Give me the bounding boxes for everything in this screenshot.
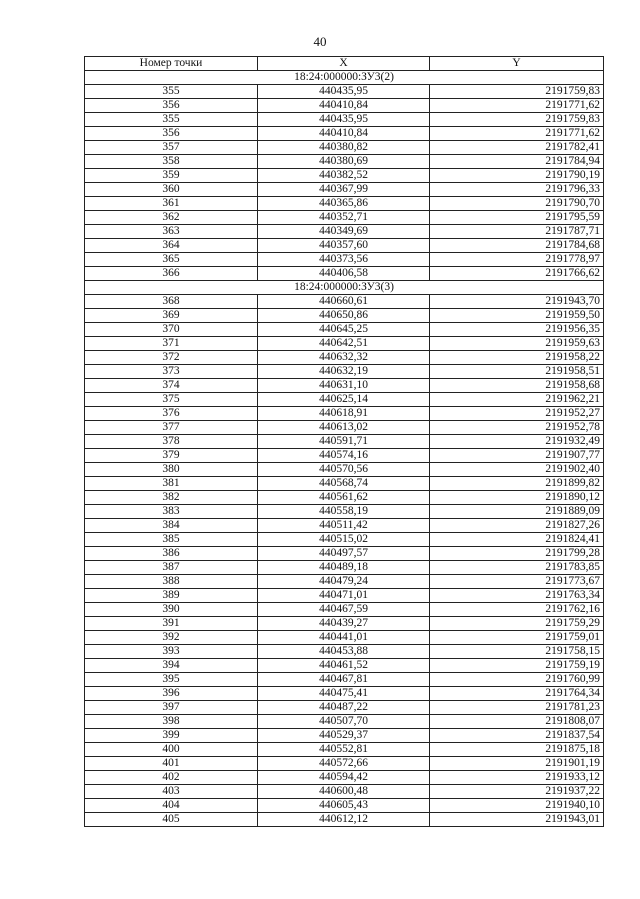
- point-number-cell: 356: [85, 127, 258, 141]
- y-cell: 2191958,51: [430, 365, 604, 379]
- x-cell: 440352,71: [258, 211, 430, 225]
- point-number-cell: 393: [85, 645, 258, 659]
- x-cell: 440618,91: [258, 407, 430, 421]
- point-number-cell: 387: [85, 561, 258, 575]
- x-cell: 440367,99: [258, 183, 430, 197]
- table-row: [85, 449, 604, 463]
- section-title: 18:24:000000:ЗУ3(3): [85, 281, 604, 295]
- x-cell: 440380,82: [258, 141, 430, 155]
- point-number-cell: 400: [85, 743, 258, 757]
- point-number-cell: 398: [85, 715, 258, 729]
- y-cell: 2191781,23: [430, 701, 604, 715]
- table-row: [85, 533, 604, 547]
- point-number-cell: 382: [85, 491, 258, 505]
- y-cell: 2191759,29: [430, 617, 604, 631]
- y-cell: 2191940,10: [430, 799, 604, 813]
- point-number-cell: 371: [85, 337, 258, 351]
- x-cell: 440435,95: [258, 113, 430, 127]
- y-cell: 2191784,94: [430, 155, 604, 169]
- table-row: [85, 393, 604, 407]
- y-cell: 2191783,85: [430, 561, 604, 575]
- x-cell: 440645,25: [258, 323, 430, 337]
- y-cell: 2191956,35: [430, 323, 604, 337]
- table-row: [85, 491, 604, 505]
- point-number-cell: 361: [85, 197, 258, 211]
- table-row: [85, 99, 604, 113]
- point-number-cell: 405: [85, 813, 258, 827]
- table-row: [85, 673, 604, 687]
- point-number-cell: 385: [85, 533, 258, 547]
- point-number-cell: 366: [85, 267, 258, 281]
- section-row: [85, 281, 604, 295]
- section-row: [85, 71, 604, 85]
- point-number-cell: 402: [85, 771, 258, 785]
- table-row: [85, 589, 604, 603]
- point-number-cell: 381: [85, 477, 258, 491]
- point-number-cell: 401: [85, 757, 258, 771]
- y-cell: 2191762,16: [430, 603, 604, 617]
- point-number-cell: 390: [85, 603, 258, 617]
- x-cell: 440642,51: [258, 337, 430, 351]
- x-cell: 440439,27: [258, 617, 430, 631]
- x-cell: 440511,42: [258, 519, 430, 533]
- point-number-cell: 358: [85, 155, 258, 169]
- x-cell: 440570,56: [258, 463, 430, 477]
- table-row: [85, 169, 604, 183]
- page-number: 40: [313, 34, 327, 49]
- table-row: [85, 799, 604, 813]
- x-cell: 440467,81: [258, 673, 430, 687]
- header-y: Y: [430, 57, 604, 71]
- point-number-cell: 378: [85, 435, 258, 449]
- table-row: [85, 239, 604, 253]
- y-cell: 2191899,82: [430, 477, 604, 491]
- table-row: [85, 463, 604, 477]
- y-cell: 2191933,12: [430, 771, 604, 785]
- x-cell: 440489,18: [258, 561, 430, 575]
- table-body: [85, 71, 604, 827]
- y-cell: 2191790,70: [430, 197, 604, 211]
- table-row: [85, 659, 604, 673]
- x-cell: 440382,52: [258, 169, 430, 183]
- y-cell: 2191962,21: [430, 393, 604, 407]
- x-cell: 440515,02: [258, 533, 430, 547]
- point-number-cell: 360: [85, 183, 258, 197]
- x-cell: 440600,48: [258, 785, 430, 799]
- point-number-cell: 396: [85, 687, 258, 701]
- x-cell: 440552,81: [258, 743, 430, 757]
- table-row: [85, 743, 604, 757]
- y-cell: 2191760,99: [430, 673, 604, 687]
- y-cell: 2191958,68: [430, 379, 604, 393]
- x-cell: 440594,42: [258, 771, 430, 785]
- y-cell: 2191787,71: [430, 225, 604, 239]
- y-cell: 2191889,09: [430, 505, 604, 519]
- x-cell: 440558,19: [258, 505, 430, 519]
- point-number-cell: 375: [85, 393, 258, 407]
- point-number-cell: 388: [85, 575, 258, 589]
- point-number-cell: 384: [85, 519, 258, 533]
- x-cell: 440572,66: [258, 757, 430, 771]
- x-cell: 440435,95: [258, 85, 430, 99]
- point-number-cell: 359: [85, 169, 258, 183]
- point-number-cell: 404: [85, 799, 258, 813]
- table-row: [85, 519, 604, 533]
- y-cell: 2191795,59: [430, 211, 604, 225]
- y-cell: 2191808,07: [430, 715, 604, 729]
- point-number-cell: 379: [85, 449, 258, 463]
- y-cell: 2191952,27: [430, 407, 604, 421]
- x-cell: 440613,02: [258, 421, 430, 435]
- point-number-cell: 392: [85, 631, 258, 645]
- y-cell: 2191901,19: [430, 757, 604, 771]
- y-cell: 2191759,19: [430, 659, 604, 673]
- table-row: [85, 365, 604, 379]
- point-number-cell: 362: [85, 211, 258, 225]
- x-cell: 440453,88: [258, 645, 430, 659]
- table-row: [85, 351, 604, 365]
- y-cell: 2191759,83: [430, 85, 604, 99]
- table-row: [85, 813, 604, 827]
- y-cell: 2191952,78: [430, 421, 604, 435]
- table-row: [85, 561, 604, 575]
- y-cell: 2191773,67: [430, 575, 604, 589]
- point-number-cell: 365: [85, 253, 258, 267]
- table-row: [85, 267, 604, 281]
- table-row: [85, 85, 604, 99]
- y-cell: 2191907,77: [430, 449, 604, 463]
- y-cell: 2191759,83: [430, 113, 604, 127]
- point-number-cell: 380: [85, 463, 258, 477]
- x-cell: 440410,84: [258, 127, 430, 141]
- table-row: [85, 323, 604, 337]
- point-number-cell: 363: [85, 225, 258, 239]
- table-row: [85, 379, 604, 393]
- point-number-cell: 386: [85, 547, 258, 561]
- x-cell: 440441,01: [258, 631, 430, 645]
- point-number-cell: 373: [85, 365, 258, 379]
- x-cell: 440461,52: [258, 659, 430, 673]
- table-row: [85, 421, 604, 435]
- y-cell: 2191790,19: [430, 169, 604, 183]
- point-number-cell: 356: [85, 99, 258, 113]
- table-row: [85, 687, 604, 701]
- x-cell: 440561,62: [258, 491, 430, 505]
- table-row: [85, 435, 604, 449]
- x-cell: 440497,57: [258, 547, 430, 561]
- x-cell: 440632,19: [258, 365, 430, 379]
- y-cell: 2191759,01: [430, 631, 604, 645]
- table-row: [85, 603, 604, 617]
- y-cell: 2191932,49: [430, 435, 604, 449]
- point-number-cell: 377: [85, 421, 258, 435]
- point-number-cell: 364: [85, 239, 258, 253]
- table-row: [85, 127, 604, 141]
- y-cell: 2191771,62: [430, 99, 604, 113]
- point-number-cell: 355: [85, 85, 258, 99]
- x-cell: 440660,61: [258, 295, 430, 309]
- y-cell: 2191778,97: [430, 253, 604, 267]
- x-cell: 440632,32: [258, 351, 430, 365]
- point-number-cell: 368: [85, 295, 258, 309]
- table-row: [85, 715, 604, 729]
- y-cell: 2191771,62: [430, 127, 604, 141]
- point-number-cell: 394: [85, 659, 258, 673]
- point-number-cell: 389: [85, 589, 258, 603]
- table-row: [85, 757, 604, 771]
- section-title: 18:24:000000:ЗУ3(2): [85, 71, 604, 85]
- table-row: [85, 477, 604, 491]
- point-number-cell: 357: [85, 141, 258, 155]
- y-cell: 2191959,50: [430, 309, 604, 323]
- y-cell: 2191902,40: [430, 463, 604, 477]
- table-row: [85, 253, 604, 267]
- y-cell: 2191943,70: [430, 295, 604, 309]
- point-number-cell: 403: [85, 785, 258, 799]
- point-number-cell: 391: [85, 617, 258, 631]
- y-cell: 2191827,26: [430, 519, 604, 533]
- point-number-cell: 372: [85, 351, 258, 365]
- header-x: X: [258, 57, 430, 71]
- x-cell: 440365,86: [258, 197, 430, 211]
- x-cell: 440625,14: [258, 393, 430, 407]
- table-row: [85, 505, 604, 519]
- x-cell: 440591,71: [258, 435, 430, 449]
- x-cell: 440507,70: [258, 715, 430, 729]
- table-row: [85, 113, 604, 127]
- y-cell: 2191943,01: [430, 813, 604, 827]
- x-cell: 440349,69: [258, 225, 430, 239]
- table-row: [85, 729, 604, 743]
- y-cell: 2191784,68: [430, 239, 604, 253]
- x-cell: 440650,86: [258, 309, 430, 323]
- table-row: [85, 547, 604, 561]
- table-row: [85, 197, 604, 211]
- table-row: [85, 225, 604, 239]
- table-row: [85, 771, 604, 785]
- coordinates-table: [84, 56, 604, 827]
- y-cell: 2191766,62: [430, 267, 604, 281]
- y-cell: 2191796,33: [430, 183, 604, 197]
- y-cell: 2191763,34: [430, 589, 604, 603]
- y-cell: 2191782,41: [430, 141, 604, 155]
- y-cell: 2191937,22: [430, 785, 604, 799]
- x-cell: 440568,74: [258, 477, 430, 491]
- x-cell: 440475,41: [258, 687, 430, 701]
- point-number-cell: 397: [85, 701, 258, 715]
- x-cell: 440529,37: [258, 729, 430, 743]
- table-row: [85, 701, 604, 715]
- x-cell: 440357,60: [258, 239, 430, 253]
- x-cell: 440487,22: [258, 701, 430, 715]
- y-cell: 2191758,15: [430, 645, 604, 659]
- y-cell: 2191875,18: [430, 743, 604, 757]
- point-number-cell: 374: [85, 379, 258, 393]
- x-cell: 440612,12: [258, 813, 430, 827]
- table-row: [85, 407, 604, 421]
- point-number-cell: 399: [85, 729, 258, 743]
- x-cell: 440380,69: [258, 155, 430, 169]
- table-row: [85, 155, 604, 169]
- x-cell: 440574,16: [258, 449, 430, 463]
- header-point-number: Номер точки: [85, 57, 258, 71]
- table-row: [85, 211, 604, 225]
- table-row: [85, 575, 604, 589]
- table-row: [85, 337, 604, 351]
- x-cell: 440471,01: [258, 589, 430, 603]
- table-row: [85, 631, 604, 645]
- y-cell: 2191837,54: [430, 729, 604, 743]
- point-number-cell: 355: [85, 113, 258, 127]
- x-cell: 440406,58: [258, 267, 430, 281]
- table-row: [85, 141, 604, 155]
- table-row: [85, 295, 604, 309]
- table-row: [85, 785, 604, 799]
- y-cell: 2191799,28: [430, 547, 604, 561]
- point-number-cell: 395: [85, 673, 258, 687]
- y-cell: 2191824,41: [430, 533, 604, 547]
- table-header-row: [85, 57, 604, 71]
- y-cell: 2191764,34: [430, 687, 604, 701]
- x-cell: 440467,59: [258, 603, 430, 617]
- x-cell: 440410,84: [258, 99, 430, 113]
- x-cell: 440373,56: [258, 253, 430, 267]
- point-number-cell: 376: [85, 407, 258, 421]
- x-cell: 440605,43: [258, 799, 430, 813]
- table-row: [85, 309, 604, 323]
- y-cell: 2191959,63: [430, 337, 604, 351]
- point-number-cell: 383: [85, 505, 258, 519]
- point-number-cell: 369: [85, 309, 258, 323]
- x-cell: 440479,24: [258, 575, 430, 589]
- x-cell: 440631,10: [258, 379, 430, 393]
- y-cell: 2191958,22: [430, 351, 604, 365]
- y-cell: 2191890,12: [430, 491, 604, 505]
- table-row: [85, 645, 604, 659]
- point-number-cell: 370: [85, 323, 258, 337]
- table-row: [85, 617, 604, 631]
- table-row: [85, 183, 604, 197]
